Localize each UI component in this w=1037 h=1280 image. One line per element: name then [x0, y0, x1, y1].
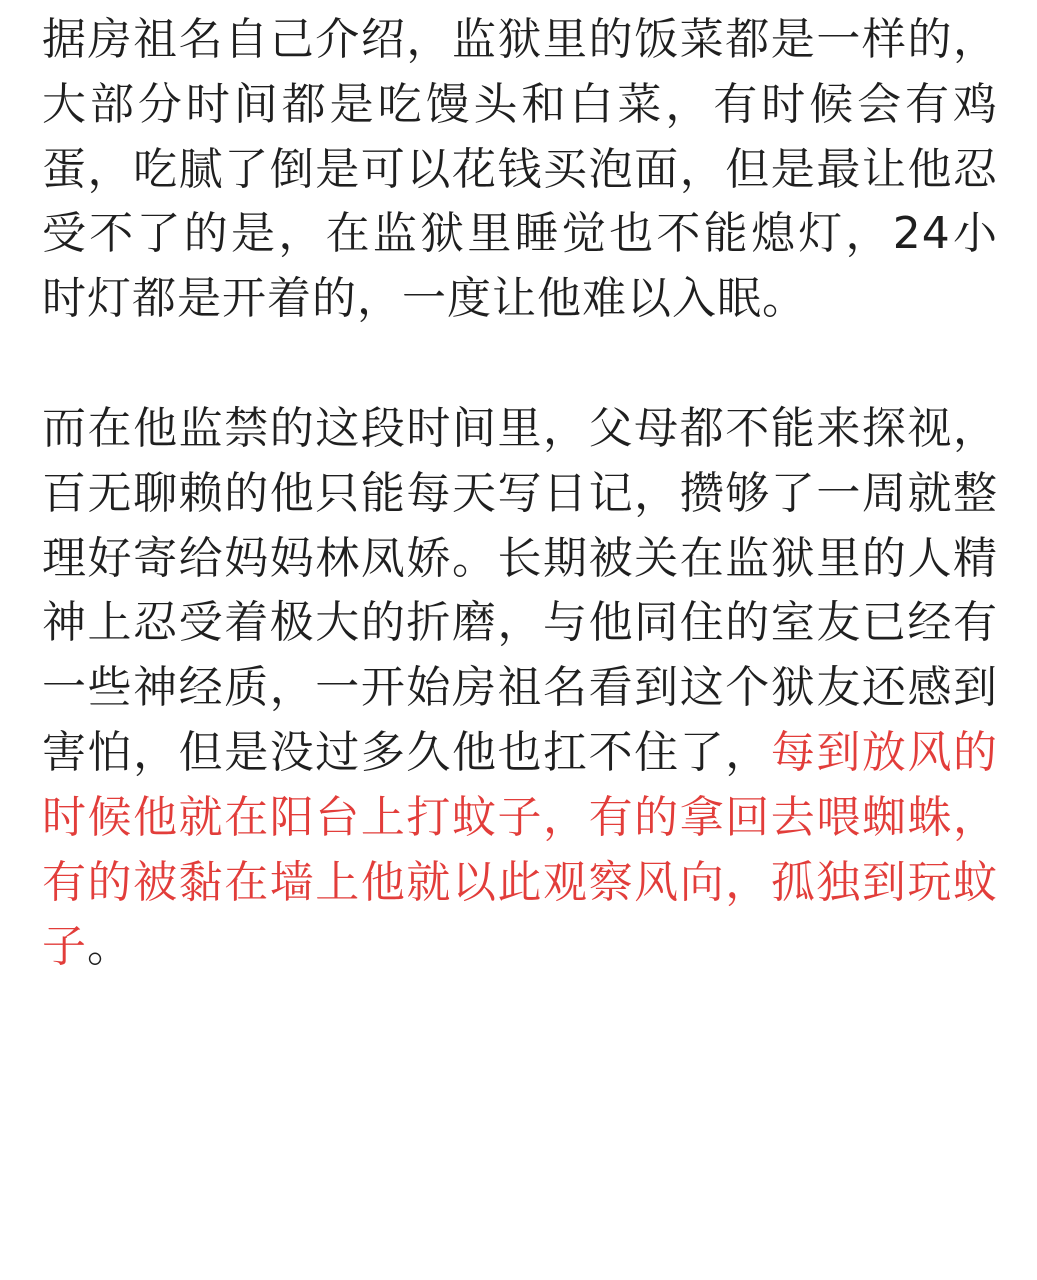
paragraph-2-end: 。 [87, 921, 132, 973]
highlighted-text: 每到放风的时候他就在阳台上打蚊子，有的拿回去喂蜘蛛，有的被黏在墙上他就以此观察风向，孤独到玩蚊子 [42, 726, 999, 973]
paragraph-1-text: 据房祖名自己介绍，监狱里的饭菜都是一样的，大部分时间都是吃馒头和白菜，有时候会有鸡蛋，吃腻了倒是可以花钱买泡面，但是最让他忍受不了的是，在监狱里睡觉也不能熄灯，24小时灯都是开着的，一度让他难以入眠。 [42, 14, 998, 325]
paragraph-2 [42, 397, 998, 980]
paragraph-1 [42, 8, 998, 332]
article-body [42, 8, 998, 980]
paragraph-2-text: 而在他监禁的这段时间里，父母都不能来探视，百无聊赖的他只能每天写日记，攒够了一周就整理好寄给妈妈林凤娇。长期被关在监狱里的人精神上忍受着极大的折磨，与他同住的室友已经有一些神经质，一开始房祖名看到这个狱友还感到害怕，但是没过多久他也扛不住了， [42, 402, 998, 778]
